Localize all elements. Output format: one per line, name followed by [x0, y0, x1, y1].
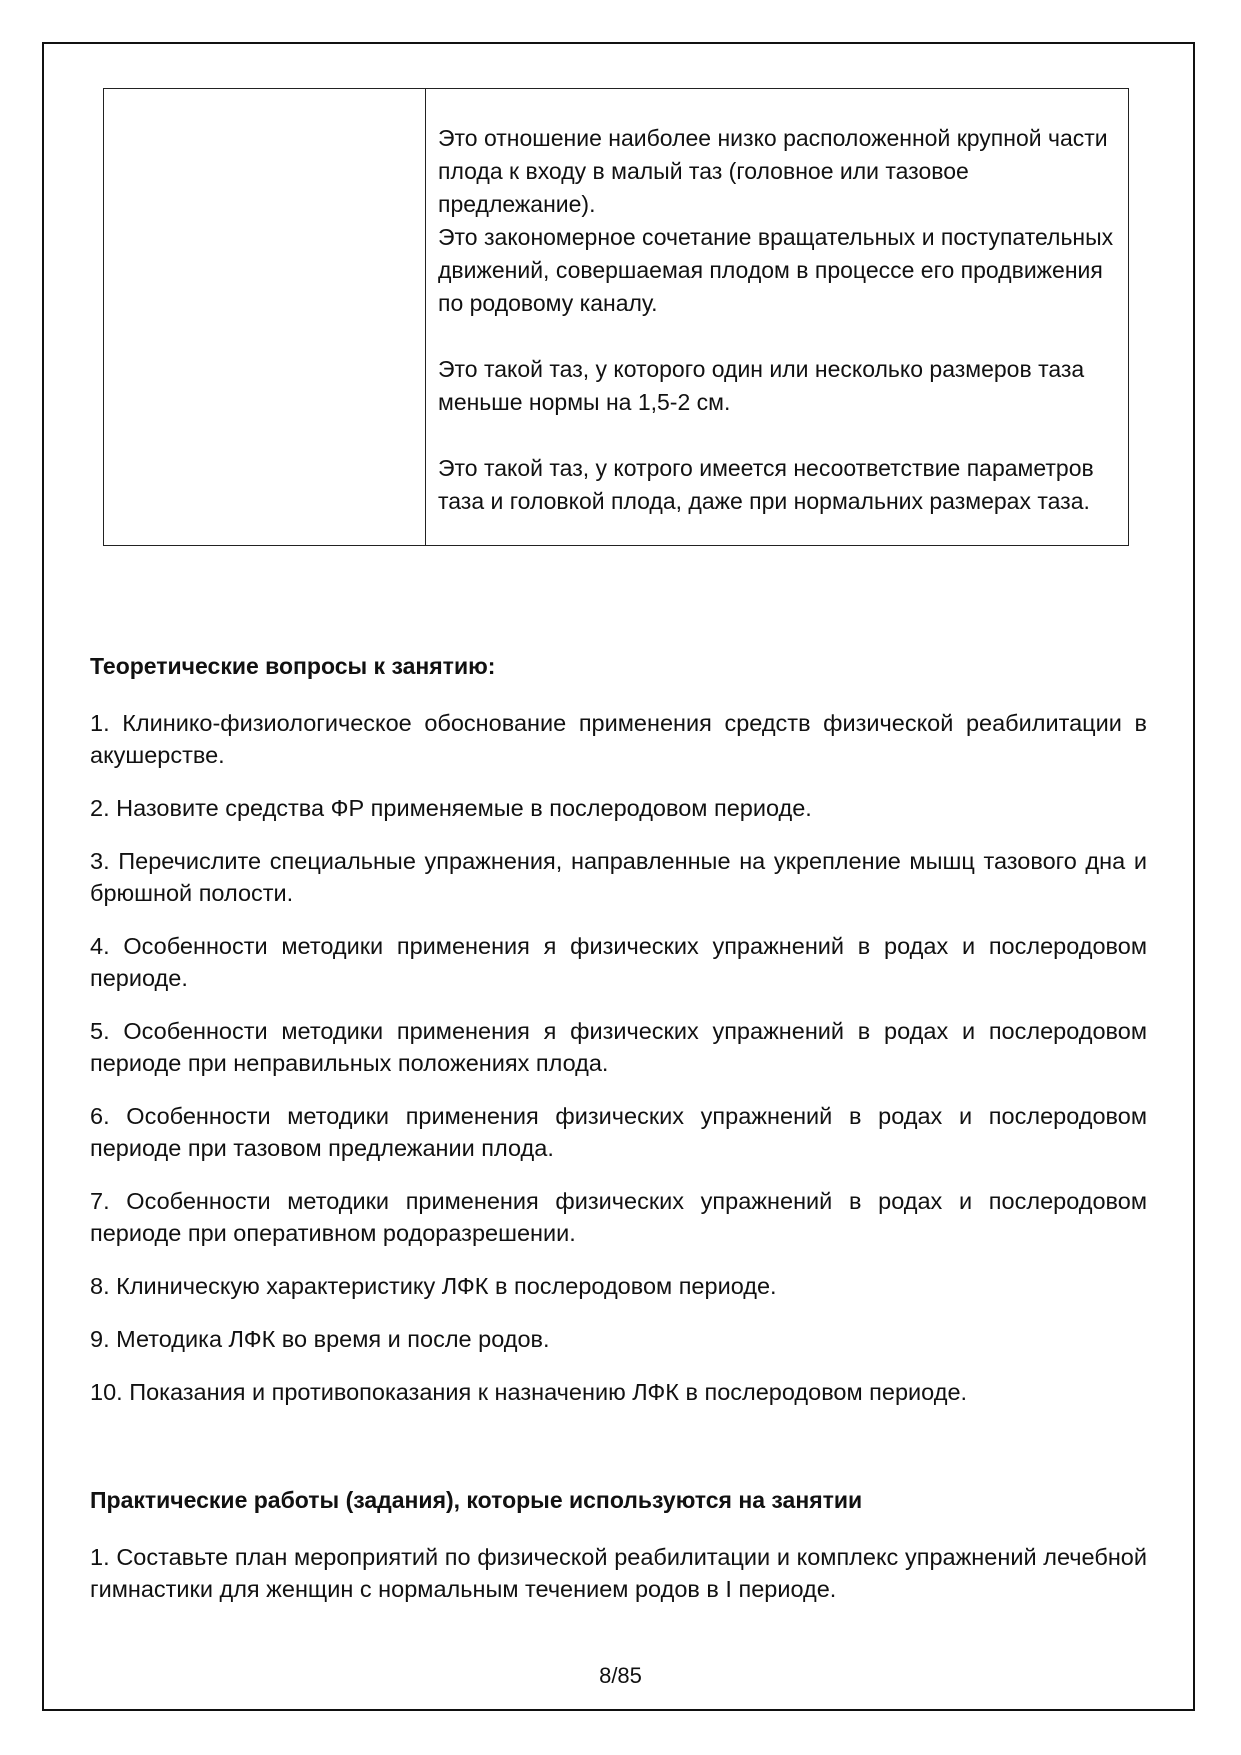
list-item: 10. Показания и противопоказания к назначению ЛФК в послеродовом периоде.	[90, 1379, 968, 1405]
list-item: 9. Методика ЛФК во время и после родов.	[90, 1326, 550, 1352]
table-right-cell	[426, 89, 1128, 545]
list-item: 2. Назовите средства ФР применяемые в послеродовом периоде.	[90, 795, 812, 821]
list-item: 5. Особенности методики применения я физических упражнений в родах и послеродовом периоде при неправильных положениях плода.	[90, 1018, 1147, 1076]
practice-heading: Практические работы (задания), которые используются на занятии	[90, 1487, 863, 1513]
list-item: 3. Перечислите специальные упражнения, направленные на укрепление мышц тазового дна и брюшной полости.	[90, 848, 1147, 906]
definition-clinically-narrow-pelvis: Это такой таз, у котрого имеется несоответствие параметров таза и головкой плода, даже при нормальних размерах таза.	[438, 455, 1094, 514]
list-item: 6. Особенности методики применения физических упражнений в родах и послеродовом периоде при тазовом предлежании плода.	[90, 1103, 1147, 1161]
definition-presentation: Это отношение наиболее низко расположенной крупной части плода к входу в малый таз (головное или тазовое предлежание).	[438, 125, 1108, 217]
list-item: 7. Особенности методики применения физических упражнений в родах и послеродовом периоде при оперативном родоразрешении.	[90, 1188, 1147, 1246]
definition-biomechanism: Это закономерное сочетание вращательных и поступательных движений, совершаемая плодом в процессе его продвижения по родовому каналу.	[438, 224, 1114, 316]
list-item: 1. Клинико-физиологическое обоснование применения средств физической реабилитации в акушерстве.	[90, 710, 1147, 768]
theory-heading: Теоретические вопросы к занятию:	[90, 653, 496, 679]
table-left-cell	[104, 89, 426, 545]
definition-narrow-pelvis: Это такой таз, у которого один или несколько размеров таза меньше нормы на 1,5-2 см.	[438, 356, 1085, 415]
definitions-table	[103, 88, 1129, 546]
list-item: 4. Особенности методики применения я физических упражнений в родах и послеродовом периоде.	[90, 933, 1147, 991]
theory-questions-list	[90, 707, 1147, 1429]
list-item: 1. Составьте план мероприятий по физической реабилитации и комплекс упражнений лечебной гимнастики для женщин с нормальным течением родов в I периоде.	[90, 1544, 1147, 1602]
practice-tasks-list	[90, 1541, 1147, 1626]
list-item: 8. Клиническую характеристику ЛФК в послеродовом периоде.	[90, 1273, 777, 1299]
page-number: 8/85	[599, 1663, 642, 1688]
